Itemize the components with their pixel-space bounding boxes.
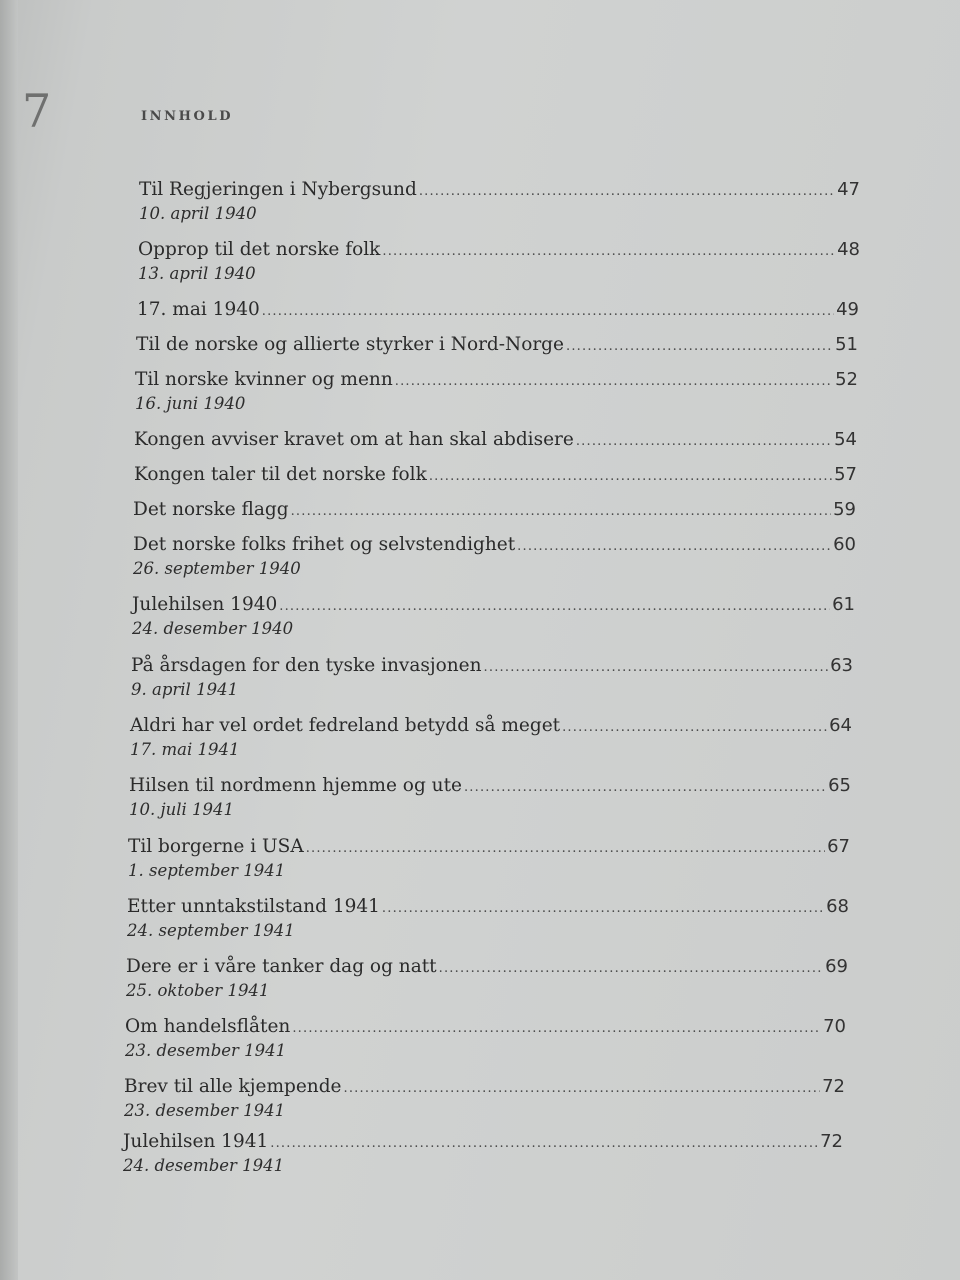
toc-title: Det norske folks frihet og selvstendighet bbox=[133, 534, 516, 555]
toc-date: 25. oktober 1941 bbox=[126, 981, 270, 1000]
toc-leader-dots bbox=[419, 178, 835, 205]
toc-line bbox=[124, 1073, 845, 1100]
toc-date: 13. april 1940 bbox=[138, 264, 256, 283]
page-edge bbox=[0, 0, 18, 1280]
toc-page-number: 57 bbox=[834, 464, 857, 485]
toc-page-number: 47 bbox=[837, 179, 860, 200]
toc-line bbox=[131, 652, 853, 679]
toc-leader-dots bbox=[270, 1130, 818, 1157]
toc-line bbox=[135, 366, 858, 393]
toc-entry bbox=[136, 331, 858, 358]
toc-date: 10. juli 1941 bbox=[129, 800, 235, 819]
toc-page-number: 64 bbox=[829, 715, 852, 736]
toc-entry bbox=[133, 531, 856, 580]
toc-line bbox=[132, 591, 855, 618]
toc-title: Julehilsen 1940 bbox=[132, 594, 278, 615]
toc-title: Til Regjeringen i Nybergsund bbox=[139, 179, 417, 200]
toc-line bbox=[138, 236, 860, 263]
toc-entry bbox=[138, 236, 860, 285]
toc-page-number: 59 bbox=[833, 499, 856, 520]
toc-entry bbox=[132, 591, 855, 640]
toc-title: Etter unntakstilstand 1941 bbox=[127, 896, 380, 917]
toc-page-number: 54 bbox=[834, 429, 857, 450]
toc-line bbox=[133, 496, 856, 523]
toc-title: Brev til alle kjempende bbox=[124, 1076, 342, 1097]
toc-page-number: 72 bbox=[822, 1076, 845, 1097]
toc-leader-dots bbox=[395, 368, 833, 395]
toc-page-number: 72 bbox=[820, 1131, 843, 1152]
toc-entry bbox=[127, 893, 849, 942]
toc-date: 26. september 1940 bbox=[133, 559, 301, 578]
toc-entry bbox=[126, 953, 848, 1002]
toc-title: Til borgerne i USA bbox=[128, 836, 304, 857]
toc-line bbox=[123, 1128, 843, 1155]
toc-entry bbox=[139, 176, 860, 225]
toc-title: Til norske kvinner og menn bbox=[135, 369, 393, 390]
toc-page-number: 67 bbox=[827, 836, 850, 857]
section-title: INNHOLD bbox=[141, 109, 234, 124]
toc-entry bbox=[124, 1073, 845, 1122]
toc-date: 24. desember 1941 bbox=[123, 1156, 285, 1175]
toc-line bbox=[130, 712, 852, 739]
toc-entry bbox=[134, 461, 857, 488]
toc-entry bbox=[125, 1013, 846, 1062]
toc-leader-dots bbox=[576, 428, 832, 455]
toc-line bbox=[136, 331, 858, 358]
toc-date: 17. mai 1941 bbox=[130, 740, 240, 759]
toc-title: Aldri har vel ordet fedreland betydd så meget bbox=[130, 715, 561, 736]
toc-date: 10. april 1940 bbox=[139, 204, 257, 223]
toc-entry bbox=[128, 833, 850, 882]
toc-line bbox=[137, 296, 859, 323]
toc-line bbox=[134, 461, 857, 488]
toc-page-number: 51 bbox=[835, 334, 858, 355]
toc-page-number: 70 bbox=[823, 1016, 846, 1037]
toc-leader-dots bbox=[566, 333, 833, 360]
toc-page-number: 49 bbox=[836, 299, 859, 320]
toc-page-number: 68 bbox=[826, 896, 849, 917]
toc-page-number: 63 bbox=[830, 655, 853, 676]
toc-date: 24. desember 1940 bbox=[132, 619, 294, 638]
toc-page-number: 61 bbox=[832, 594, 855, 615]
toc-title: Til de norske og allierte styrker i Nord-Norge bbox=[136, 334, 564, 355]
toc-line bbox=[133, 531, 856, 558]
toc-title: Kongen taler til det norske folk bbox=[134, 464, 427, 485]
toc-line bbox=[127, 893, 849, 920]
toc-line bbox=[139, 176, 860, 203]
toc-line bbox=[126, 953, 848, 980]
toc-leader-dots bbox=[279, 593, 830, 620]
toc-leader-dots bbox=[439, 955, 823, 982]
toc-leader-dots bbox=[382, 895, 824, 922]
toc-title: Hilsen til nordmenn hjemme og ute bbox=[129, 775, 462, 796]
toc-leader-dots bbox=[484, 654, 829, 681]
toc-title: Opprop til det norske folk bbox=[138, 239, 381, 260]
toc-page-number: 52 bbox=[835, 369, 858, 390]
toc-line bbox=[125, 1013, 846, 1040]
toc-date: 16. juni 1940 bbox=[135, 394, 246, 413]
toc-leader-dots bbox=[429, 463, 832, 490]
toc-leader-dots bbox=[464, 774, 826, 801]
toc-date: 23. desember 1941 bbox=[124, 1101, 286, 1120]
toc-leader-dots bbox=[306, 835, 825, 862]
toc-leader-dots bbox=[382, 238, 835, 265]
toc-line bbox=[134, 426, 857, 453]
toc-entry bbox=[134, 426, 857, 453]
toc-page-number: 69 bbox=[825, 956, 848, 977]
toc-page-number: 65 bbox=[828, 775, 851, 796]
toc-entry bbox=[133, 496, 856, 523]
toc-date: 9. april 1941 bbox=[131, 680, 239, 699]
toc-leader-dots bbox=[562, 714, 827, 741]
toc-date: 1. september 1941 bbox=[128, 861, 286, 880]
toc-page-number: 48 bbox=[837, 239, 860, 260]
toc-line bbox=[129, 772, 851, 799]
toc-entry bbox=[131, 652, 853, 701]
toc-page-number: 60 bbox=[833, 534, 856, 555]
toc-leader-dots bbox=[291, 498, 832, 525]
toc-entry bbox=[137, 296, 859, 323]
page-number: 7 bbox=[22, 84, 52, 138]
toc-leader-dots bbox=[344, 1075, 821, 1102]
toc-title: Julehilsen 1941 bbox=[123, 1131, 269, 1152]
toc-date: 23. desember 1941 bbox=[125, 1041, 287, 1060]
toc-title: 17. mai 1940 bbox=[137, 299, 260, 320]
toc-entry bbox=[130, 712, 852, 761]
toc-leader-dots bbox=[517, 533, 831, 560]
toc-title: Dere er i våre tanker dag og natt bbox=[126, 956, 437, 977]
toc-title: På årsdagen for den tyske invasjonen bbox=[131, 655, 482, 676]
toc-title: Det norske flagg bbox=[133, 499, 289, 520]
toc-entry bbox=[123, 1128, 843, 1177]
toc-leader-dots bbox=[292, 1015, 821, 1042]
toc-title: Om handelsflåten bbox=[125, 1016, 291, 1037]
toc-leader-dots bbox=[262, 298, 834, 325]
toc-title: Kongen avviser kravet om at han skal abdisere bbox=[134, 429, 574, 450]
toc-entry bbox=[135, 366, 858, 415]
toc-entry bbox=[129, 772, 851, 821]
toc-line bbox=[128, 833, 850, 860]
toc-date: 24. september 1941 bbox=[127, 921, 295, 940]
